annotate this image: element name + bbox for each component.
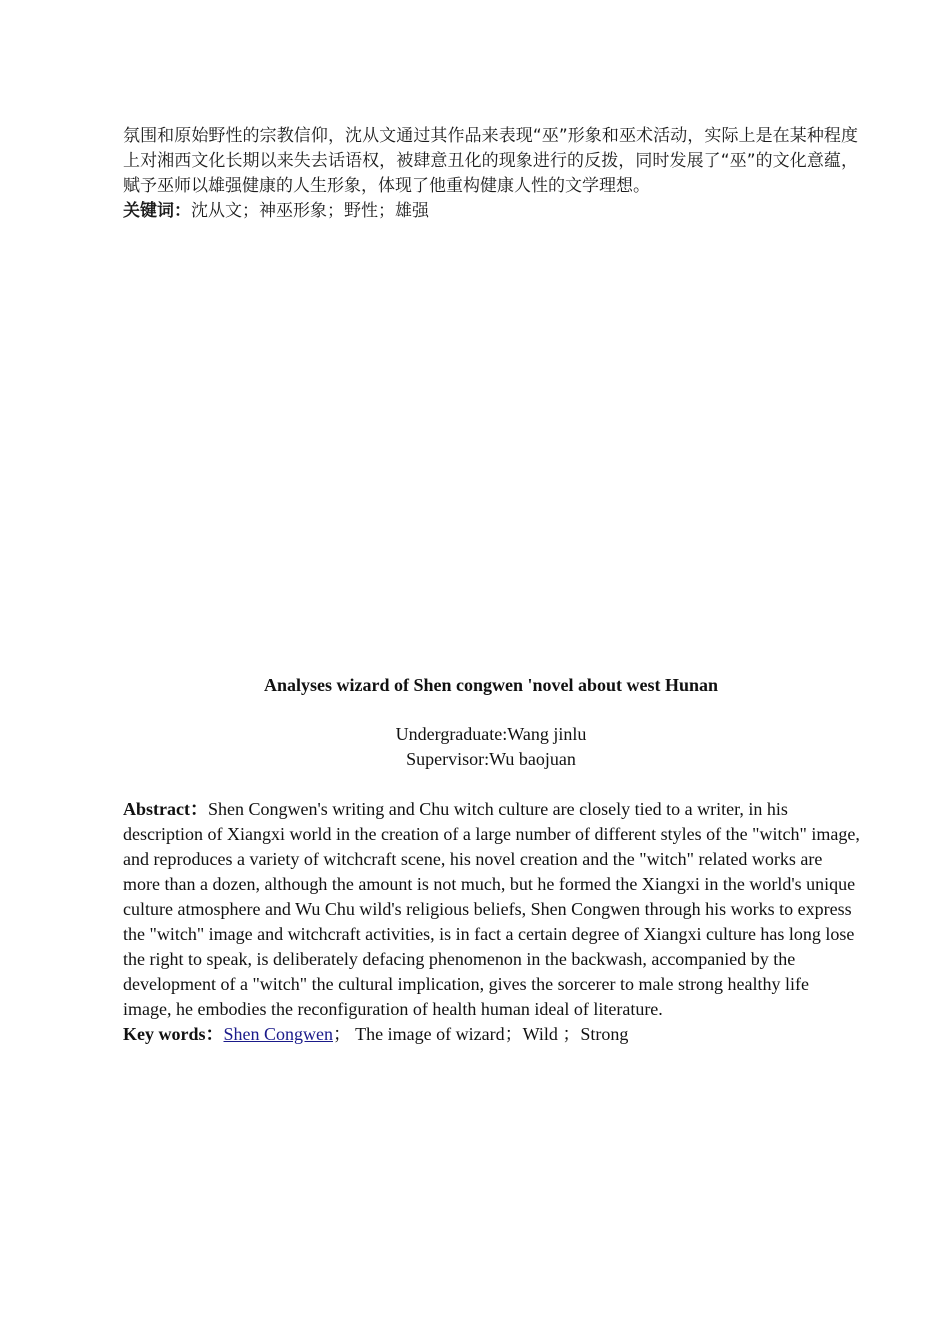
english-authors xyxy=(0,722,950,772)
english-abstract-section xyxy=(123,797,861,1047)
english-keywords-rest: ； The image of wizard；Wild ；Strong xyxy=(333,1024,629,1044)
english-keywords-line xyxy=(123,1022,861,1047)
undergraduate-line: Undergraduate:Wang jinlu xyxy=(395,724,587,744)
english-abstract-paragraph xyxy=(123,797,861,1022)
supervisor-line: Supervisor:Wu baojuan xyxy=(406,749,576,769)
english-keywords-label: Key words： xyxy=(123,1024,224,1044)
chinese-keywords-line xyxy=(123,199,858,224)
abstract-text: Shen Congwen's writing and Chu witch culture are closely tied to a writer, in his description of Xiangxi world in the creation of a large number of different styles of the "witch" image, and reproduces a variety of witchcraft scene, his novel creation and the "witch" related works are more than a dozen, although the amount is not much, but he formed the Xiangxi in the world's unique culture atmosphere and Wu Chu wild's religious beliefs, Shen Congwen through his works to express the "witch" image and witchcraft activities, is in fact a certain degree of Xiangxi culture has long lose the right to speak, is deliberately defacing phenomenon in the backwash, accompanied by the development of a "witch" the cultural implication, gives the sorcerer to male strong healthy life image, he embodies the reconfiguration of health human ideal of literature. xyxy=(123,799,860,1019)
keyword-shen-congwen-link[interactable]: Shen Congwen xyxy=(223,1024,333,1044)
abstract-label: Abstract： xyxy=(123,799,208,819)
chinese-keywords-label: 关键词： xyxy=(123,201,191,221)
chinese-abstract-text: 氛围和原始野性的宗教信仰，沈从文通过其作品来表现“巫”形象和巫术活动，实际上是在某种程度上对湘西文化长期以来失去话语权，被肆意丑化的现象进行的反拨，同时发展了“巫”的文化意蕴，赋予巫师以雄强健康的人生形象，体现了他重构健康人性的文学理想。 xyxy=(123,126,858,196)
chinese-abstract-section xyxy=(123,124,858,224)
chinese-keywords-value: 沈从文；神巫形象；野性；雄强 xyxy=(191,201,429,221)
english-title: Analyses wizard of Shen congwen 'novel about west Hunan xyxy=(263,675,719,695)
